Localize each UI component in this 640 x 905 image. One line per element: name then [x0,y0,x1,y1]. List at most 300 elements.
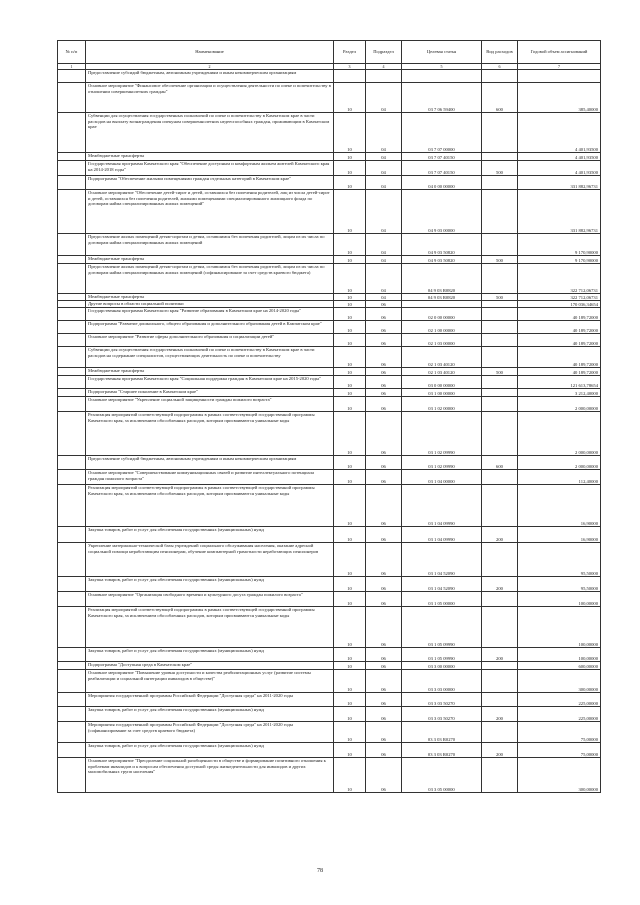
row-number [58,758,86,793]
row-section: 10 [334,456,366,470]
table-row [58,693,601,707]
row-amount: 40 189,72000 [518,321,601,334]
row-number [58,256,86,264]
row-expense-type [482,592,518,607]
row-number [58,190,86,234]
row-amount: 40 189,72000 [518,308,601,321]
row-number [58,707,86,722]
row-subsection: 04 [366,294,402,301]
row-number [58,470,86,485]
table-row [58,707,601,722]
row-expense-type [482,389,518,397]
row-number [58,264,86,294]
row-subsection: 06 [366,577,402,592]
row-section: 10 [334,592,366,607]
row-amount: 95,50000 [518,577,601,592]
table-row [58,113,601,153]
table-row [58,347,601,368]
row-description: Закупка товаров, работ и услуг для обеспечения государственных (муниципальных) нужд [86,648,334,662]
row-target-article: 03 1 00 00000 [402,389,482,397]
row-amount: 300,00000 [518,758,601,793]
row-description: Основное мероприятие "Преодоление социальной разобщенности в обществе и формирование позитивного отношения к проблемам инвалидов и к вопросам обеспечения доступной среды жизнедеятельности для инвалидов и других маломобильных групп населения" [86,758,334,793]
row-expense-type: 500 [482,294,518,301]
row-target-article: 03 1 04 00000 [402,470,482,485]
row-subsection: 06 [366,693,402,707]
row-subsection: 06 [366,397,402,412]
row-subsection: 06 [366,543,402,577]
row-section: 10 [334,743,366,758]
row-subsection: 06 [366,334,402,347]
row-description: Субвенции для осуществления государственных полномочий по опеке и попечительству в Камчатском крае в части расходов на выплату вознаграждения опекунам совершеннолетних недееспособных граждан, проживающим в Камчатском крае [86,113,334,153]
row-section: 10 [334,321,366,334]
row-target-article: 03 3 03 50270 [402,693,482,707]
row-description: Субвенции для осуществления государственных полномочий по опеке и попечительству в Камчатском крае в части расходов на содержание специалистов, осуществляющих деятельность по опеке и попечительству [86,347,334,368]
row-amount: 75,00000 [518,722,601,743]
row-section: 10 [334,161,366,176]
row-amount: 331 882,96731 [518,190,601,234]
row-subsection: 06 [366,412,402,456]
row-subsection: 04 [366,264,402,294]
row-expense-type: 200 [482,577,518,592]
row-target-article: 03 1 02 09990 [402,412,482,456]
row-number [58,389,86,397]
row-section: 10 [334,662,366,670]
row-number [58,234,86,256]
row-expense-type [482,693,518,707]
row-subsection: 06 [366,456,402,470]
row-amount: 225,00000 [518,707,601,722]
table-row [58,176,601,190]
table-row [58,470,601,485]
row-amount: 9 170,90000 [518,234,601,256]
table-row [58,376,601,389]
row-expense-type [482,722,518,743]
table-row [58,334,601,347]
col-number: 3 [334,64,366,70]
row-subsection: 06 [366,389,402,397]
row-section: 10 [334,347,366,368]
row-target-article [402,301,482,308]
row-amount: 75,00000 [518,743,601,758]
row-subsection: 06 [366,592,402,607]
table-row [58,577,601,592]
row-target-article: 03 3 03 00000 [402,670,482,693]
row-number [58,456,86,470]
row-subsection: 06 [366,722,402,743]
table-row [58,722,601,743]
row-number [58,83,86,113]
row-expense-type [482,485,518,527]
row-subsection: 04 [366,176,402,190]
row-subsection: 06 [366,662,402,670]
row-description: Предоставление субсидий бюджетным, автономным учреждениям и иным некоммерческим организациям [86,456,334,470]
row-section: 10 [334,113,366,153]
row-description: Укрепление материально-технической базы учреждений социального обслуживания населения, оказание адресной социальной помощи неработающим пенсионерам, обучение компьютерной грамотности неработающих пенсионеров [86,543,334,577]
row-number [58,607,86,648]
row-description: Закупка товаров, работ и услуг для обеспечения государственных (муниципальных) нужд [86,707,334,722]
row-expense-type [482,347,518,368]
row-section: 10 [334,256,366,264]
row-target-article: 03 7 07 40150 [402,153,482,161]
row-section: 10 [334,153,366,161]
col-header-number: № п/п [58,41,86,64]
row-section: 10 [334,670,366,693]
row-subsection: 06 [366,527,402,543]
row-number [58,301,86,308]
row-section: 10 [334,294,366,301]
row-amount: 100,00000 [518,607,601,648]
row-target-article: 04 9 03 R0820 [402,294,482,301]
row-expense-type [482,758,518,793]
table-row [58,397,601,412]
row-expense-type [482,412,518,456]
row-expense-type: 600 [482,456,518,470]
row-subsection: 04 [366,234,402,256]
row-description: Подпрограмма "Старшее поколение в Камчатском крае" [86,389,334,397]
row-section: 10 [334,707,366,722]
row-subsection: 04 [366,161,402,176]
table-row [58,389,601,397]
table-row [58,321,601,334]
col-number: 6 [482,64,518,70]
row-number [58,722,86,743]
row-expense-type: 500 [482,161,518,176]
row-target-article: 03 7 06 59400 [402,83,482,113]
row-description: Основное мероприятие "Совершенствование коммуникационных связей и развитие интеллектуального потенциала граждан пожилого возраста" [86,470,334,485]
col-header-target-article: Целевая статья [402,41,482,64]
row-number [58,662,86,670]
row-subsection: 06 [366,347,402,368]
row-description: Закупка товаров, работ и услуг для обеспечения государственных (муниципальных) нужд [86,527,334,543]
row-description: Реализация мероприятий соответствующей подпрограммы в рамках соответствующей государственной программы Камчатского края, за исключением обособленных расходов, которым присваиваются уникальные коды [86,485,334,527]
row-subsection: 04 [366,256,402,264]
row-target-article: 04 0 00 00000 [402,176,482,190]
row-amount: 4 401,93500 [518,161,601,176]
table-row [58,153,601,161]
row-subsection: 06 [366,648,402,662]
row-expense-type [482,662,518,670]
row-expense-type [482,470,518,485]
col-number: 5 [402,64,482,70]
row-description: Закупка товаров, работ и услуг для обеспечения государственных (муниципальных) нужд [86,577,334,592]
row-expense-type [482,190,518,234]
row-expense-type [482,334,518,347]
row-number [58,577,86,592]
row-description: Основное мероприятие "Обеспечение детей-сирот и детей, оставшихся без попечения родителей, лиц из числа детей-сирот и детей, оставшихся без попечения родителей, жилыми помещениями специализированного жилищного фонда по договорам найма специализированных жилых помещений" [86,190,334,234]
row-amount: 385,40000 [518,83,601,113]
row-section: 10 [334,577,366,592]
row-description: Мероприятия государственной программы Российской Федерации "Доступная среда" на 2011-2020 годы (софинансирование за счет средств краевого бюджета) [86,722,334,743]
row-subsection: 06 [366,321,402,334]
row-number [58,153,86,161]
row-description: Предоставление жилых помещений детям-сиротам и детям, оставшимся без попечения родителей, лицам из их числа по договорам найма специализированных жилых помещений [86,234,334,256]
row-amount: 331 882,96731 [518,176,601,190]
row-target-article: 03 1 02 00000 [402,397,482,412]
row-number [58,321,86,334]
table-row [58,256,601,264]
row-description: Основное мероприятие "Укрепление социальной защищенности граждан пожилого возраста" [86,397,334,412]
col-header-section: Раздел [334,41,366,64]
row-description: Основное мероприятие "Развитие сферы дополнительного образования и социализации детей" [86,334,334,347]
row-number [58,485,86,527]
row-number [58,376,86,389]
table-row [58,527,601,543]
table-row [58,543,601,577]
table-row [58,70,601,83]
row-section: 10 [334,234,366,256]
row-section: 10 [334,648,366,662]
table-row [58,648,601,662]
row-section: 10 [334,308,366,321]
row-expense-type [482,234,518,256]
row-description: Межбюджетные трансферты [86,153,334,161]
row-description: Другие вопросы в области социальной политики [86,301,334,308]
col-header-annual-amount: Годовой объем ассигнований [518,41,601,64]
table-row [58,301,601,308]
row-section [334,70,366,83]
row-description: Закупка товаров, работ и услуг для обеспечения государственных (муниципальных) нужд [86,743,334,758]
row-number [58,347,86,368]
table-row [58,161,601,176]
row-amount: 40 189,72000 [518,347,601,368]
row-amount: 322 712,06731 [518,294,601,301]
row-amount: 16,90000 [518,527,601,543]
table-row [58,412,601,456]
row-subsection [366,70,402,83]
budget-table-sheet [57,40,600,793]
row-target-article [402,70,482,83]
row-amount: 225,00000 [518,693,601,707]
row-amount: 4 401,93500 [518,113,601,153]
row-target-article: 03 1 02 09990 [402,456,482,470]
row-amount [518,70,601,83]
row-section: 10 [334,397,366,412]
row-expense-type [482,607,518,648]
col-header-subsection: Подраздел [366,41,402,64]
row-section: 10 [334,693,366,707]
row-section: 10 [334,264,366,294]
row-number [58,113,86,153]
row-section: 10 [334,176,366,190]
row-target-article: 02 1 03 40120 [402,368,482,376]
row-amount: 100,00000 [518,592,601,607]
col-number: 1 [58,64,86,70]
page-number: 78 [317,868,323,874]
row-description: Государственная программа Камчатского края "Обеспечение доступным и комфортным жильем жителей Камчатского края на 2014-2018 годы" [86,161,334,176]
row-amount: 300,00000 [518,670,601,693]
table-row [58,308,601,321]
row-description: Основное мероприятие "Организация свободного времени и культурного досуга граждан пожилого возраста" [86,592,334,607]
row-number [58,334,86,347]
row-amount: 322 712,06731 [518,264,601,294]
table-row [58,368,601,376]
table-row [58,190,601,234]
table-row [58,670,601,693]
row-section: 10 [334,607,366,648]
row-description: Основное мероприятие "Повышение уровня доступности и качества реабилитационных услуг (развитие системы реабилитации и социальной интеграции инвалидов в обществе)" [86,670,334,693]
col-header-name: Наименование [86,41,334,64]
row-amount: 40 189,72000 [518,334,601,347]
row-expense-type: 200 [482,707,518,722]
row-expense-type [482,543,518,577]
row-number [58,543,86,577]
row-number [58,368,86,376]
row-expense-type: 200 [482,648,518,662]
row-description: Предоставление субсидий бюджетным, автономным учреждениям и иным некоммерческим организациям [86,70,334,83]
table-row [58,294,601,301]
row-amount: 9 170,90000 [518,256,601,264]
row-description: Межбюджетные трансферты [86,256,334,264]
row-section: 10 [334,368,366,376]
row-description: Межбюджетные трансферты [86,294,334,301]
row-expense-type [482,70,518,83]
row-number [58,693,86,707]
row-expense-type [482,308,518,321]
row-target-article: 03 3 05 00000 [402,758,482,793]
row-target-article: 03 1 04 09990 [402,527,482,543]
row-number [58,412,86,456]
row-section: 10 [334,412,366,456]
row-expense-type [482,264,518,294]
row-target-article: 03 3 00 00000 [402,662,482,670]
row-target-article: 03 3 03 R0270 [402,743,482,758]
row-description: Мероприятия государственной программы Российской Федерации "Доступная среда" на 2011-2020 годы [86,693,334,707]
row-target-article: 03 3 03 50270 [402,707,482,722]
row-description: Государственная программа Камчатского края "Социальная поддержка граждан в Камчатском крае на 2015-2020 годы" [86,376,334,389]
row-subsection: 04 [366,113,402,153]
row-section: 10 [334,722,366,743]
row-amount: 3 212,40000 [518,389,601,397]
budget-table [57,40,601,793]
row-number [58,670,86,693]
row-amount: 40 189,72000 [518,368,601,376]
row-section: 10 [334,83,366,113]
row-section: 10 [334,758,366,793]
row-target-article: 03 0 00 00000 [402,376,482,389]
row-target-article: 03 1 04 09990 [402,485,482,527]
row-number [58,397,86,412]
row-expense-type [482,321,518,334]
row-target-article: 04 9 03 R0820 [402,264,482,294]
row-number [58,176,86,190]
table-row [58,485,601,527]
table-row [58,234,601,256]
row-description: Основное мероприятие "Финансовое обеспечение организации и осуществления деятельности по опеке и попечительству в отношении совершеннолетних граждан" [86,83,334,113]
row-section: 10 [334,470,366,485]
row-subsection: 04 [366,190,402,234]
row-subsection: 06 [366,743,402,758]
row-subsection: 06 [366,470,402,485]
row-amount: 16,90000 [518,485,601,527]
row-number [58,308,86,321]
row-description: Предоставление жилых помещений детям-сиротам и детям, оставшимся без попечения родителей, лицам из их числа по договорам найма специализированных жилых помещений (софинансирование за счет средств краевого бюджета) [86,264,334,294]
row-section: 10 [334,389,366,397]
row-number [58,743,86,758]
row-amount: 4 401,93500 [518,153,601,161]
row-target-article: 03 1 04 52090 [402,543,482,577]
row-expense-type [482,397,518,412]
col-number: 4 [366,64,402,70]
row-subsection: 06 [366,301,402,308]
row-target-article: 03 1 04 52090 [402,577,482,592]
row-expense-type [482,153,518,161]
row-number [58,648,86,662]
row-target-article: 02 1 00 00000 [402,321,482,334]
row-subsection: 04 [366,83,402,113]
row-amount: 2 000,00000 [518,397,601,412]
row-expense-type [482,301,518,308]
table-row [58,743,601,758]
row-amount: 121 613,78654 [518,376,601,389]
row-expense-type: 200 [482,743,518,758]
row-subsection: 06 [366,308,402,321]
table-row [58,456,601,470]
row-expense-type: 500 [482,368,518,376]
row-description: Реализация мероприятий соответствующей подпрограммы в рамках соответствующей государственной программы Камчатского края, за исключением обособленных расходов, которым присваиваются уникальные коды [86,607,334,648]
row-target-article: 03 1 05 09990 [402,648,482,662]
row-number [58,70,86,83]
row-expense-type: 200 [482,527,518,543]
row-subsection: 04 [366,153,402,161]
row-section: 10 [334,301,366,308]
row-number [58,294,86,301]
row-section: 10 [334,527,366,543]
row-target-article: 04 9 03 00000 [402,190,482,234]
row-subsection: 06 [366,670,402,693]
table-body [58,70,601,793]
row-subsection: 06 [366,607,402,648]
row-section: 10 [334,485,366,527]
table-row [58,592,601,607]
row-amount: 600,00000 [518,662,601,670]
row-expense-type [482,376,518,389]
row-subsection: 06 [366,758,402,793]
row-target-article: 02 0 00 00000 [402,308,482,321]
row-target-article: 02 1 03 40120 [402,347,482,368]
row-section: 10 [334,190,366,234]
row-subsection: 06 [366,368,402,376]
row-section: 10 [334,376,366,389]
row-target-article: 04 9 03 50820 [402,256,482,264]
row-expense-type: 600 [482,83,518,113]
row-amount: 95,50000 [518,543,601,577]
table-row [58,83,601,113]
table-row [58,758,601,793]
row-description: Межбюджетные трансферты [86,368,334,376]
row-target-article: 02 1 03 00000 [402,334,482,347]
row-expense-type: 500 [482,256,518,264]
row-description: Реализация мероприятий соответствующей подпрограммы в рамках соответствующей государственной программы Камчатского края, за исключением обособленных расходов, которым присваиваются уникальные коды [86,412,334,456]
row-subsection: 06 [366,485,402,527]
row-target-article: 03 7 07 40150 [402,161,482,176]
row-target-article: 03 3 03 R0270 [402,722,482,743]
row-description: Государственная программа Камчатского края "Развитие образования в Камчатском крае на 2014-2020 годы" [86,308,334,321]
col-header-expense-type: Вид расходов [482,41,518,64]
row-number [58,592,86,607]
row-expense-type [482,670,518,693]
col-number: 7 [518,64,601,70]
table-header-row [58,41,601,64]
row-number [58,161,86,176]
row-amount: 2 000,00000 [518,456,601,470]
row-description: Подпрограмма "Доступная среда в Камчатском крае" [86,662,334,670]
col-number: 2 [86,64,334,70]
row-section: 10 [334,334,366,347]
row-target-article: 03 1 05 00000 [402,592,482,607]
row-target-article: 04 9 03 50820 [402,234,482,256]
row-expense-type [482,176,518,190]
row-target-article: 03 1 05 09990 [402,607,482,648]
